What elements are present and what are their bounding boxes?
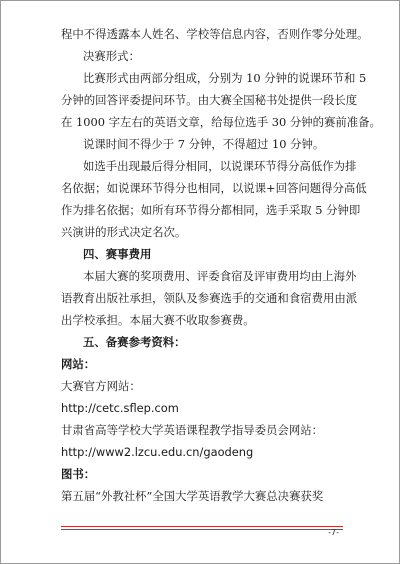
document-body — [61, 23, 381, 507]
body-line: 比赛形式由两部分组成，分别为 10 分钟的说课环节和 5 — [83, 71, 367, 85]
section-heading: 四、赛事费用 — [83, 247, 152, 261]
body-line: 大赛官方网站： — [61, 379, 141, 393]
subheading-books: 图书： — [61, 467, 96, 481]
body-line: 如选手出现最后得分相同，以说课环节得分高低作为排 — [83, 159, 357, 173]
url-link[interactable]: http://cetc.sflep.com — [61, 401, 179, 415]
body-line: 出学校承担。本届大赛不收取参赛费。 — [61, 313, 255, 327]
body-line: 本届大赛的奖项费用、评委食宿及评审费用均由上海外 — [83, 269, 357, 283]
body-line: 分钟的回答评委提问环节。由大赛全国秘书处提供一段长度 — [61, 93, 358, 107]
body-line: 名依据；如说课环节得分也相同，以说课+回答问题得分高低 — [61, 181, 367, 195]
body-line: 第五届“外教社杯”全国大学英语教学大赛总决赛获奖 — [61, 489, 324, 503]
body-line: 作为排名依据；如所有环节得分都相同，选手采取 5 分钟即 — [61, 203, 361, 217]
footer-rule — [61, 526, 343, 527]
url-link[interactable]: http://www2.lzcu.edu.cn/gaodeng — [61, 445, 254, 459]
body-line: 程中不得透露本人姓名、学校等信息内容，否则作零分处理。 — [61, 27, 369, 41]
body-line: 在 1000 字左右的英语文章，给每位选手 30 分钟的赛前准备。 — [61, 115, 381, 129]
subheading-websites: 网站： — [61, 357, 96, 371]
footer-rule-thin — [61, 529, 343, 530]
body-line: 语教育出版社承担，领队及参赛选手的交通和食宿费用由派 — [61, 291, 358, 305]
body-line: 决赛形式： — [83, 49, 140, 63]
body-line: 说课时间不得少于 7 分钟，不得超过 10 分钟。 — [83, 137, 325, 151]
body-line: 甘肃省高等学校大学英语课程教学指导委员会网站： — [61, 423, 323, 437]
section-heading: 五、备赛参考资料： — [83, 335, 186, 349]
page-number: -7- — [328, 528, 339, 537]
body-line: 兴演讲的形式决定名次。 — [61, 225, 187, 239]
